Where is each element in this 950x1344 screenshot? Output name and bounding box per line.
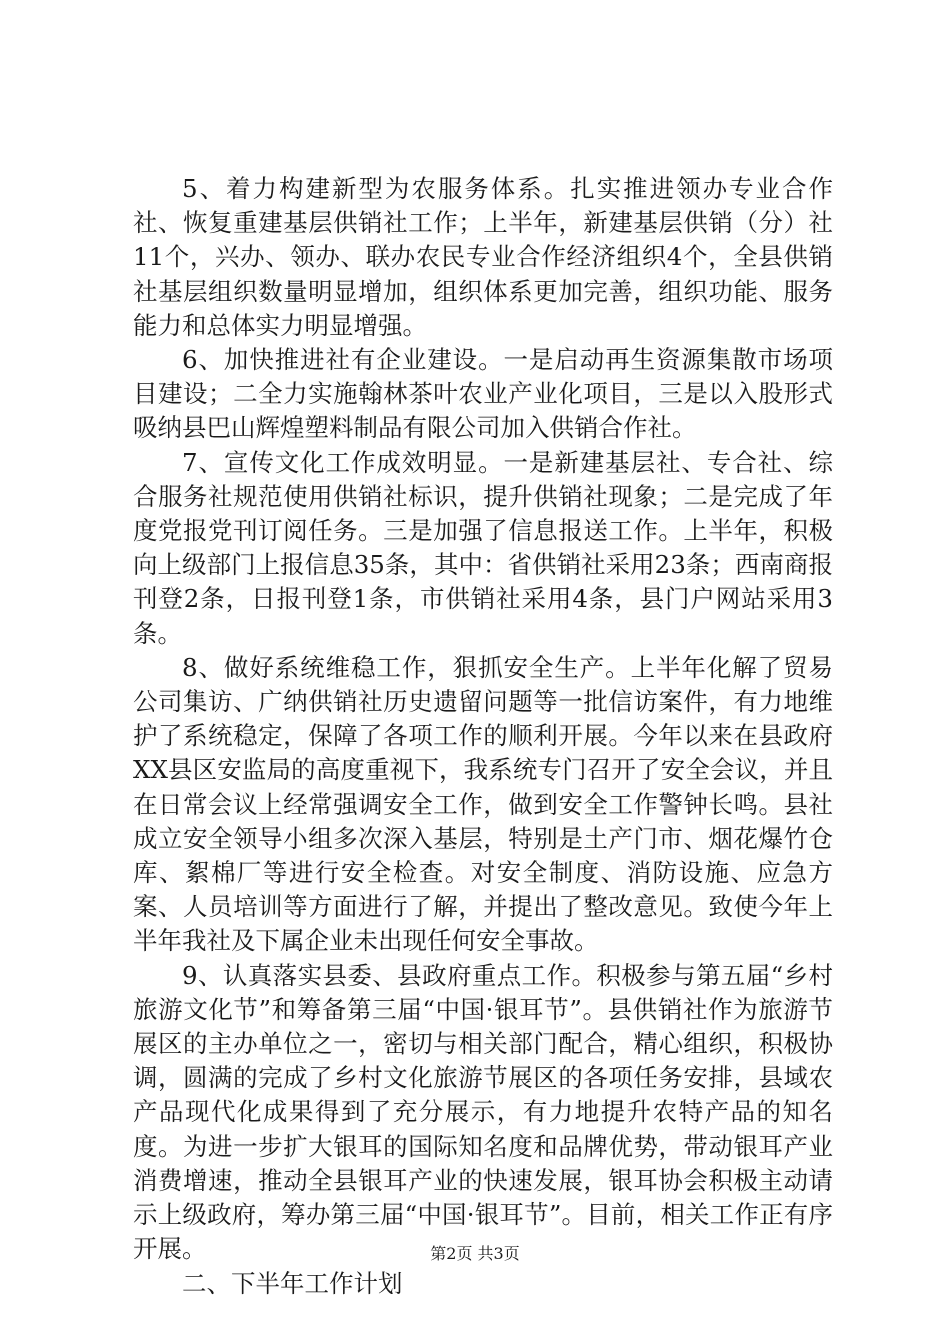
section-heading-second-half-plan: 二、下半年工作计划 (182, 1268, 403, 1298)
paragraph-key-work: 9、认真落实县委、县政府重点工作。积极参与第五届“乡村旅游文化节”和筹备第三届“中国·银耳节”。县供销社作为旅游节展区的主办单位之一，密切与相关部门配合，精心组织，积极协调，圆满的完成了乡村文化旅游节展区的各项任务安排，县域农产品现代化成果得到了充分展示，有力地提升农特产品的知名度。为进一步扩大银耳的国际知名度和品牌优势，带动银耳产业消费增速，推动全县银耳产业的快速发展，银耳协会积极主动请示上级政府，筹办第三届“中国·银耳节”。目前，相关工作正有序开展。 (133, 960, 833, 1264)
paragraph-service-system: 5、着力构建新型为农服务体系。扎实推进领办专业合作社、恢复重建基层供销社工作；上半年，新建基层供销（分）社11个，兴办、领办、联办农民专业合作经济组织4个，全县供销社基层组织数量明显增加，组织体系更加完善，组织功能、服务能力和总体实力明显增强。 (133, 174, 833, 340)
page-number-footer: 第2页 共3页 (430, 1244, 520, 1263)
paragraph-stability-safety: 8、做好系统维稳工作，狠抓安全生产。上半年化解了贸易公司集访、广纳供销社历史遗留问题等一批信访案件，有力地维护了系统稳定，保障了各项工作的顺利开展。今年以来在县政府XX县区安监局的高度重视下，我系统专门召开了安全会议，并且在日常会议上经常强调安全工作，做到安全工作警钟长鸣。县社成立安全领导小组多次深入基层，特别是土产门市、烟花爆竹仓库、絮棉厂等进行安全检查。对安全制度、消防设施、应急方案、人员培训等方面进行了解，并提出了整改意见。致使今年上半年我社及下属企业未出现任何安全事故。 (133, 652, 833, 956)
document-body (133, 172, 833, 1301)
paragraph-publicity-culture: 7、宣传文化工作成效明显。一是新建基层社、专合社、综合服务社规范使用供销社标识，提升供销社现象；二是完成了年度党报党刊订阅任务。三是加强了信息报送工作。上半年，积极向上级部门上报信息35条，其中：省供销社采用23条；西南商报刊登2条，日报刊登1条，市供销社采用4条，县门户网站采用3条。 (133, 447, 833, 648)
paragraph-enterprise-construction: 6、加快推进社有企业建设。一是启动再生资源集散市场项目建设；二全力实施翰林茶叶农业产业化项目，三是以入股形式吸纳县巴山辉煌塑料制品有限公司加入供销合作社。 (133, 345, 833, 443)
